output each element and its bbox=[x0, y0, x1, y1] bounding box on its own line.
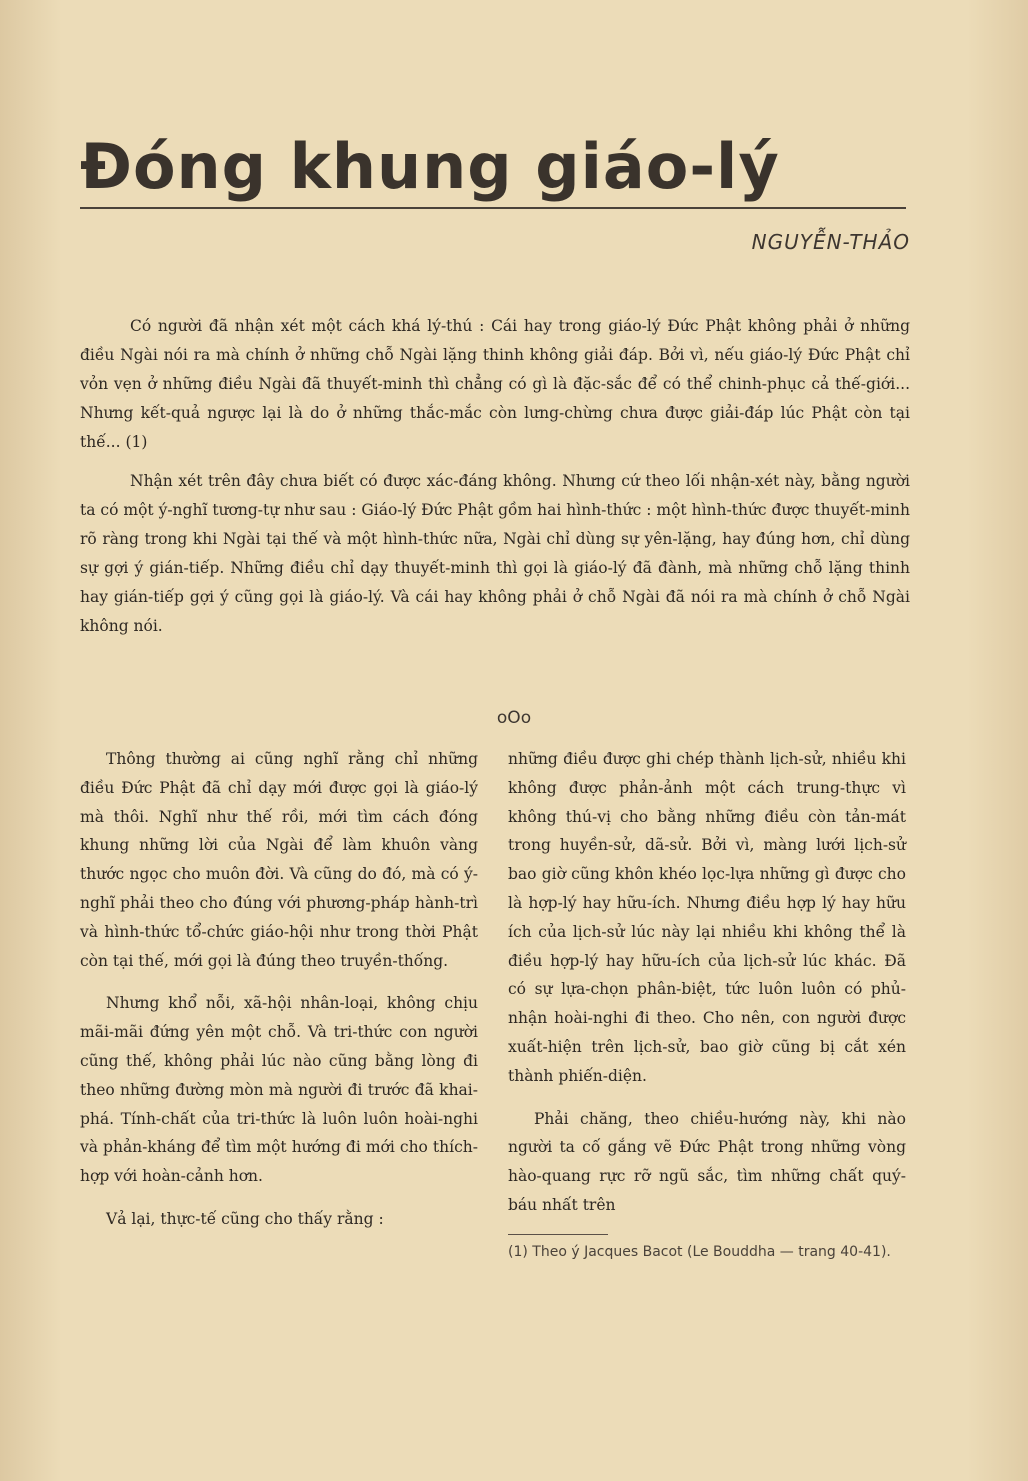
right-column bbox=[508, 745, 906, 1263]
section-divider: oOo bbox=[496, 708, 532, 728]
author-name: NGUYỄN-THẢO bbox=[751, 230, 910, 254]
article-title: Đóng khung giáo-lý bbox=[80, 130, 780, 203]
intro-paragraph: Nhận xét trên đây chưa biết có được xác-đáng không. Nhưng cứ theo lối nhận-xét này, bằng người ta có một ý-nghĩ tương-tự như sau : Giáo-lý Đức Phật gồm hai hình-thức : một hình-thức được thuyết-minh rõ ràng trong khi Ngài tại thế và một hình-thức nữa, Ngài chỉ dùng sự yên-lặng, hay đúng hơn, chỉ dùng sự gợi ý gián-tiếp. Những điều chỉ dạy thuyết-minh thì gọi là giáo-lý đã đành, mà những chỗ lặng thinh hay gián-tiếp gợi ý cũng gọi là giáo-lý. Và cái hay không phải ở chỗ Ngài đã nói ra mà chính ở chỗ Ngài không nói. bbox=[80, 472, 910, 635]
body-paragraph: Vả lại, thực-tế cũng cho thấy rằng : bbox=[106, 1209, 384, 1228]
footnote: (1) Theo ý Jacques Bacot (Le Bouddha — trang 40-41). bbox=[508, 1243, 891, 1260]
left-column bbox=[80, 745, 478, 1248]
body-paragraph: những điều được ghi chép thành lịch-sử, nhiều khi không được phản-ảnh một cách trung-thực vì không thú-vị cho bằng những điều còn tản-mát trong huyền-sử, dã-sử. Bởi vì, màng lưới lịch-sử bao giờ cũng khôn khéo lọc-lựa những gì được cho là hợp-lý hay hữu-ích. Nhưng điều hợp lý hay hữu ích của lịch-sử lúc này lại nhiều khi không thể là điều hợp-lý hay hữu-ích của lịch-sử lúc khác. Đã có sự lựa-chọn phân-biệt, tức luôn luôn có phủ-nhận hoài-nghi đi theo. Cho nên, con người được xuất-hiện trên lịch-sử, bao giờ cũng bị cắt xén thành phiến-diện. bbox=[508, 750, 906, 1085]
body-paragraph: Nhưng khổ nỗi, xã-hội nhân-loại, không chịu mãi-mãi đứng yên một chỗ. Và tri-thức con người cũng thế, không phải lúc nào cũng bằng lòng đi theo những đường mòn mà người đi trước đã khai-phá. Tính-chất của tri-thức là luôn luôn hoài-nghi và phản-kháng để tìm một hướng đi mới cho thích-hợp với hoàn-cảnh hơn. bbox=[80, 994, 478, 1186]
body-paragraph: Thông thường ai cũng nghĩ rằng chỉ những điều Đức Phật đã chỉ dạy mới được gọi là giáo-lý mà thôi. Nghĩ như thế rồi, mới tìm cách đóng khung những lời của Ngài để làm khuôn vàng thước ngọc cho muôn đời. Và cũng do đó, mà có ý-nghĩ phải theo cho đúng với phương-pháp hành-trì và hình-thức tổ-chức giáo-hội như trong thời Phật còn tại thế, mới gọi là đúng theo truyền-thống. bbox=[80, 750, 478, 970]
title-underline bbox=[80, 207, 906, 209]
intro-paragraph: Có người đã nhận xét một cách khá lý-thú : Cái hay trong giáo-lý Đức Phật không phải ở những điều Ngài nói ra mà chính ở những chỗ Ngài lặng thinh không giải đáp. Bởi vì, nếu giáo-lý Đức Phật chỉ vỏn vẹn ở những điều Ngài đã thuyết-minh thì chẳng có gì là đặc-sắc để có thể chinh-phục cả thế-giới... Nhưng kết-quả ngược lại là do ở những thắc-mắc còn lưng-chừng chưa được giải-đáp lúc Phật còn tại thế... (1) bbox=[80, 317, 910, 451]
footnote-rule bbox=[508, 1234, 608, 1235]
body-paragraph: Phải chăng, theo chiều-hướng này, khi nào người ta cố gắng vẽ Đức Phật trong những vòng hào-quang rực rỡ ngũ sắc, tìm những chất quý-báu nhất trên bbox=[508, 1109, 906, 1214]
intro-section bbox=[80, 312, 910, 651]
